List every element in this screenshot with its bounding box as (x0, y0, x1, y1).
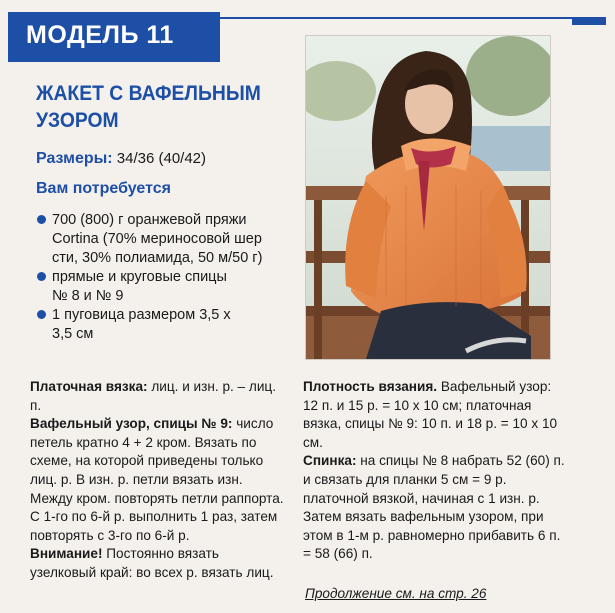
gauge (303, 378, 565, 452)
title-line-1: ЖАКЕТ С ВАФЕЛЬНЫМ (36, 82, 261, 105)
materials-heading: Вам потребуется (36, 180, 171, 197)
pattern-title (36, 80, 266, 134)
stitch-waffle-label: Вафельный узор, спицы № 9: (30, 416, 233, 432)
material-item (36, 211, 286, 268)
title-line-2: УЗОРОМ (36, 109, 119, 132)
material-line: 700 (800) г оранжевой пряжи (52, 212, 247, 228)
back-text: на спицы № 8 набрать 52 (60) п. и связать для планки 5 см = 9 р. платочной вязкой, начиная с 1 изн. р. Затем вязать вафельным узором, при этом в 1-м р. равномерно прибавить 6 п. = 58 (66) п. (303, 453, 565, 562)
back-label: Спинка: (303, 453, 357, 469)
attention-label: Внимание! (30, 546, 103, 562)
material-item (36, 306, 286, 344)
model-banner (8, 12, 220, 62)
material-line: прямые и круговые спицы (52, 269, 227, 285)
bullet-icon (37, 310, 46, 319)
materials-list (36, 211, 286, 344)
attention-note (30, 545, 286, 582)
stitch-waffle (30, 415, 286, 545)
gauge-label: Плотность вязания. (303, 379, 438, 394)
material-line: 3,5 см (52, 326, 94, 342)
material-line: № 8 и № 9 (52, 288, 124, 304)
material-line: 1 пуговица размером 3,5 х (52, 307, 231, 323)
stitch-garter-text: лиц. и изн. р. – лиц. п. (30, 379, 276, 413)
back-section (303, 452, 565, 564)
header-rule (220, 17, 606, 19)
model-photo (305, 35, 551, 360)
stitch-garter (30, 378, 286, 415)
sizes-label: Размеры: (36, 150, 113, 167)
stitch-waffle-text: число петель кратно 4 + 2 кром. Вязать по схеме, на которой приведены только лиц. р. В изн. р. петли вязать изн. Между кром. повторять петли раппорта. С 1-го по 6-й р. выполнить 1 раз, затем повторять с 3-го по 6-й р. (30, 416, 284, 543)
material-item (36, 268, 286, 306)
stitch-garter-label: Платочная вязка: (30, 379, 148, 394)
header-rule-accent (572, 17, 606, 25)
material-line: Cortina (70% мериносовой шер (52, 231, 262, 247)
instructions-right-column (303, 378, 565, 564)
woman-in-orange-jacket-illustration (306, 36, 550, 359)
sizes-value: 34/36 (40/42) (112, 150, 207, 167)
model-number: МОДЕЛЬ 11 (26, 21, 174, 49)
sizes (36, 150, 206, 168)
gauge-text: Вафельный узор: 12 п. и 15 р. = 10 х 10 см; платочная вязка, спицы № 9: 10 п. и 18 р. = 10 х 10 см. (303, 379, 558, 450)
material-line: сти, 30% полиамида, 50 м/50 г) (52, 250, 263, 266)
bullet-icon (37, 272, 46, 281)
instructions-left-column (30, 378, 286, 583)
bullet-icon (37, 215, 46, 224)
attention-text: Постоянно вязать узелковый край: во всех р. вязать лиц. (30, 546, 274, 580)
continued-note: Продолжение см. на стр. 26 (305, 586, 487, 601)
